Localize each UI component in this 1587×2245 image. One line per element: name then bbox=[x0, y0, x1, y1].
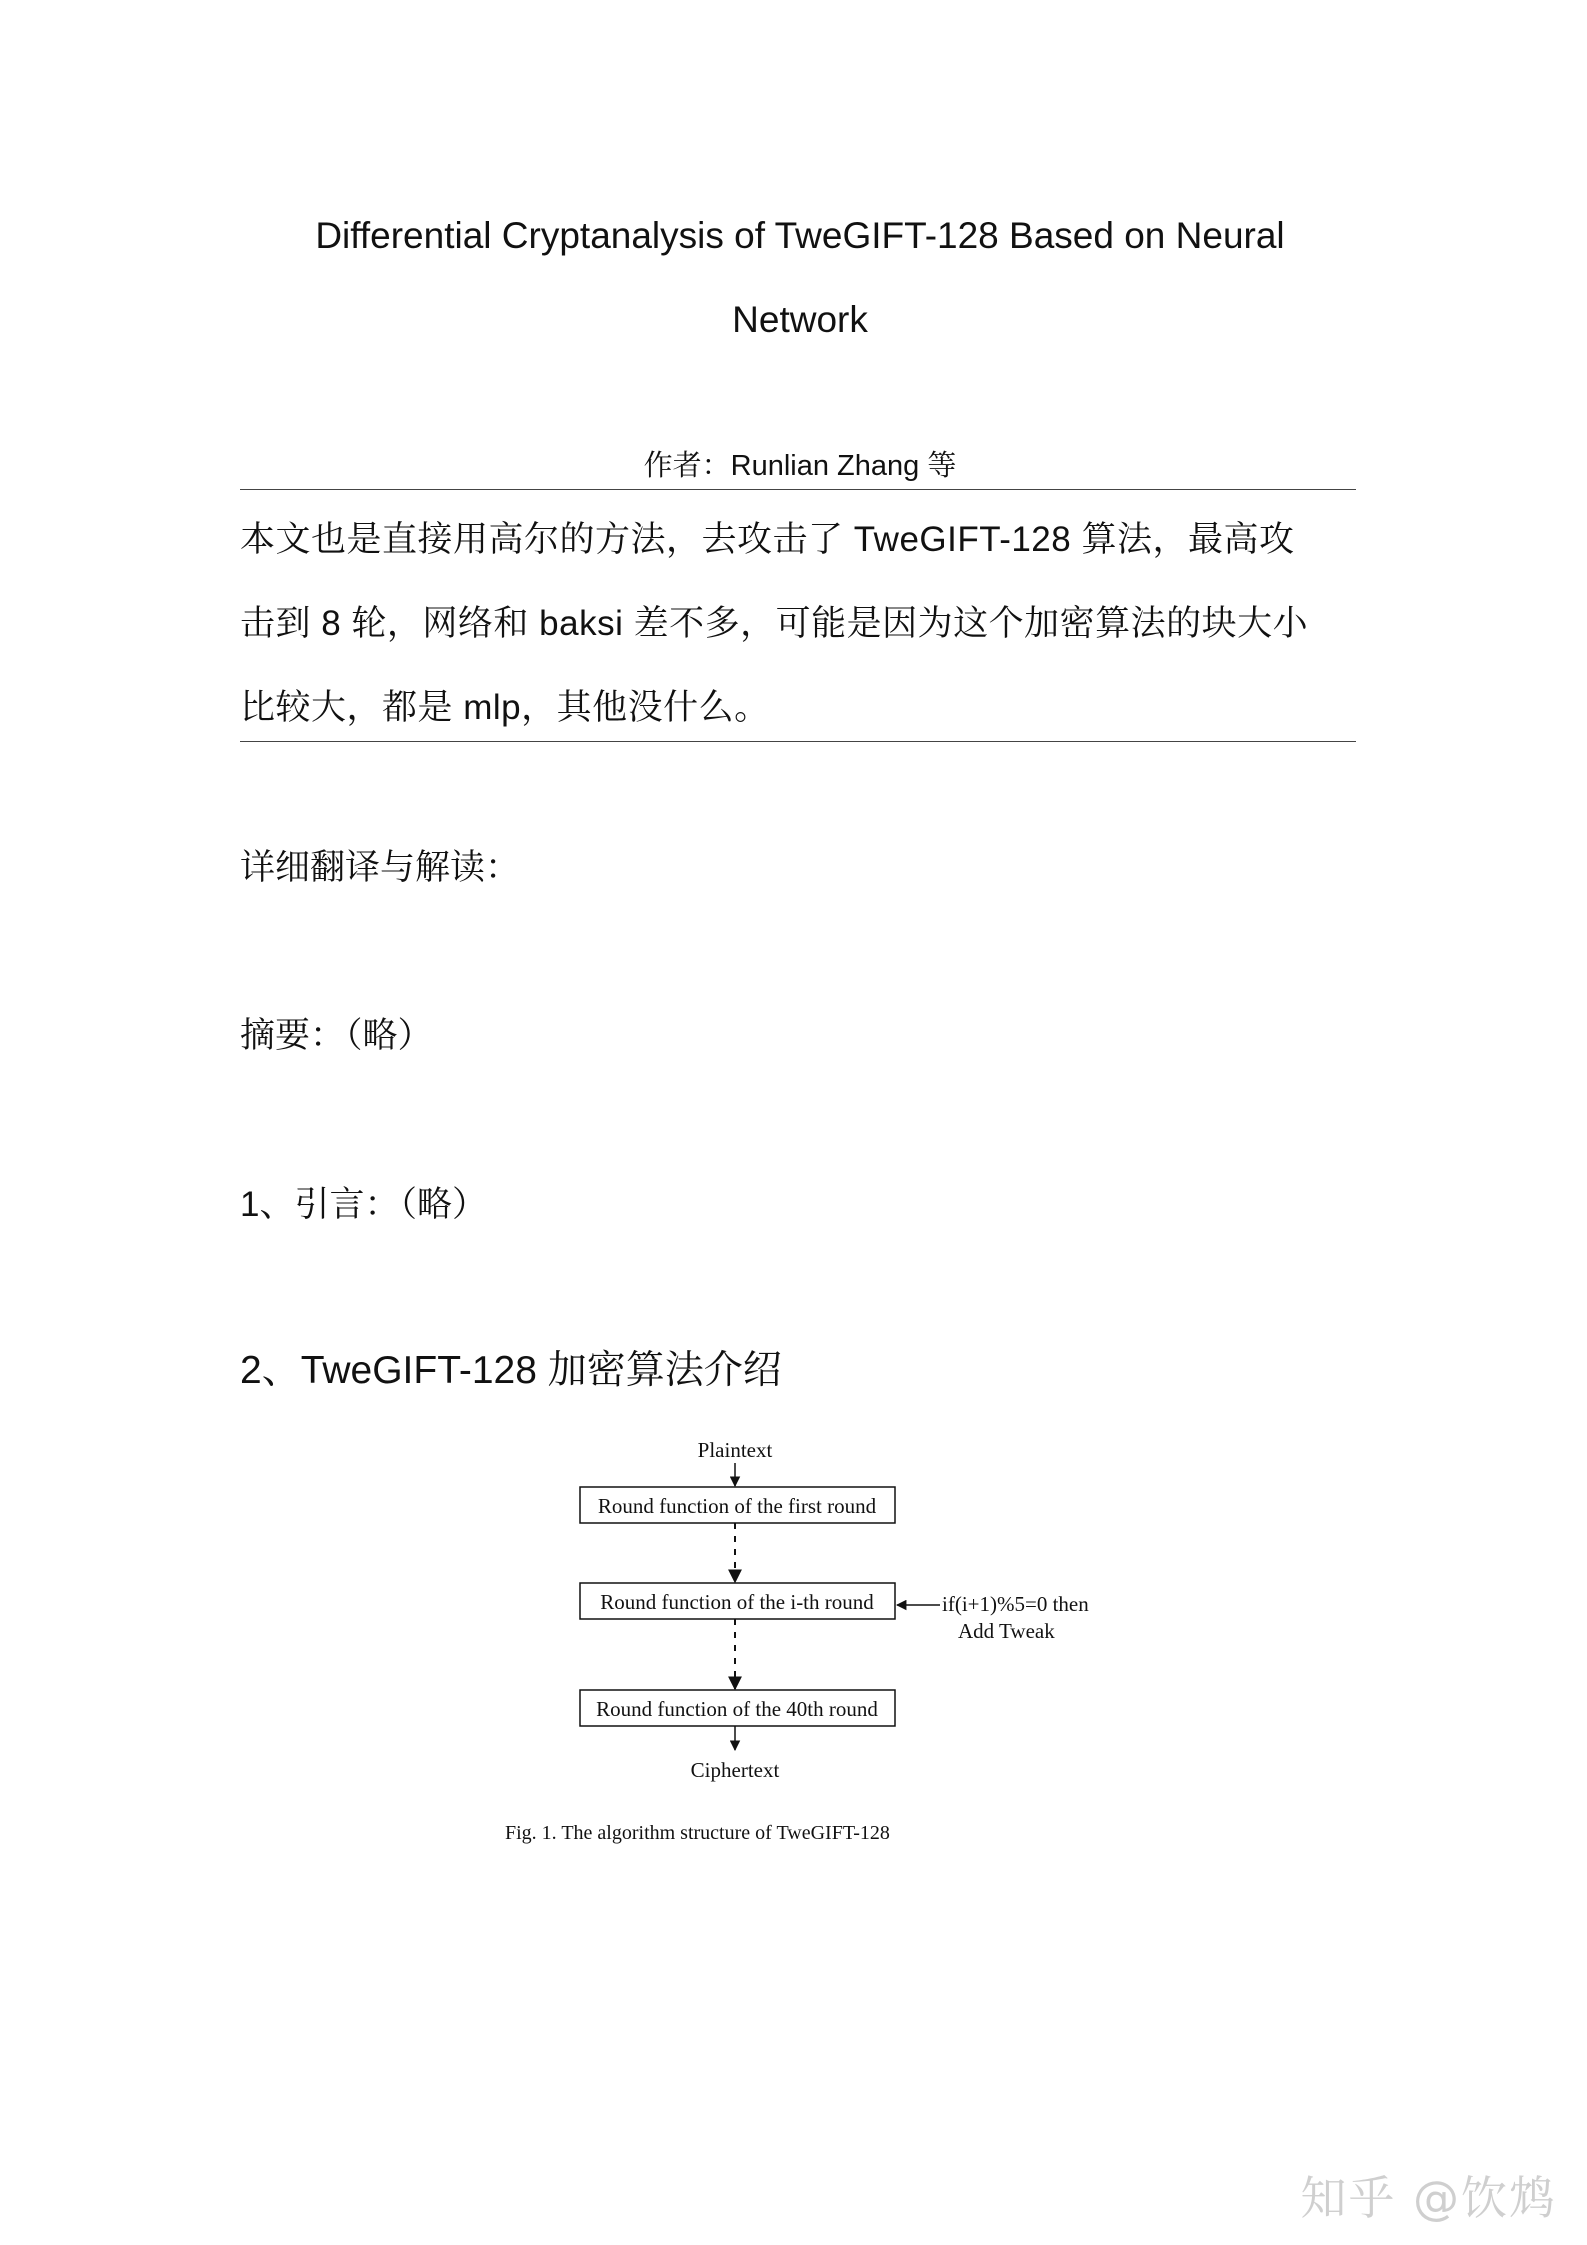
paper-title-line-2: Network bbox=[732, 299, 868, 340]
divider-bottom bbox=[240, 741, 1356, 742]
section-detail-heading: 详细翻译与解读： bbox=[240, 848, 521, 887]
figure-ciphertext-label: Ciphertext bbox=[690, 1758, 780, 1782]
summary-line: 比较大，都是 mlp，其他没什么。 bbox=[240, 688, 770, 727]
section-abstract-heading: 摘要：（略） bbox=[240, 1016, 433, 1055]
figure-caption: Fig. 1. The algorithm structure of TweGIFT-128 bbox=[505, 1822, 890, 1844]
figure-first-round-label: Round function of the first round bbox=[597, 1494, 877, 1518]
figure-40th-round-label: Round function of the 40th round bbox=[596, 1697, 878, 1721]
section-algorithm-heading: 2、TweGIFT-128 加密算法介绍 bbox=[240, 1349, 782, 1392]
divider-top bbox=[240, 489, 1356, 490]
paper-title-line-1: Differential Cryptanalysis of TweGIFT-128 Based on Neural bbox=[315, 215, 1285, 256]
algorithm-structure-figure bbox=[480, 1430, 1120, 1870]
summary-block bbox=[240, 498, 1360, 750]
figure-ith-round-label: Round function of the i-th round bbox=[600, 1590, 874, 1614]
summary-line: 击到 8 轮，网络和 baksi 差不多，可能是因为这个加密算法的块大小 bbox=[240, 604, 1309, 643]
figure-plaintext-label: Plaintext bbox=[697, 1438, 773, 1462]
summary-line: 本文也是直接用高尔的方法，去攻击了 TweGIFT-128 算法，最高攻 bbox=[240, 520, 1295, 559]
figure-condition-line-1: if(i+1)%5=0 then bbox=[942, 1592, 1089, 1616]
watermark-logo: 知乎 @饮鸩 bbox=[1300, 2171, 1557, 2225]
author-line: 作者：Runlian Zhang 等 bbox=[643, 450, 957, 482]
paper-title bbox=[240, 194, 1360, 362]
section-intro-heading: 1、引言：（略） bbox=[240, 1185, 487, 1224]
figure-condition-line-2: Add Tweak bbox=[958, 1619, 1055, 1643]
